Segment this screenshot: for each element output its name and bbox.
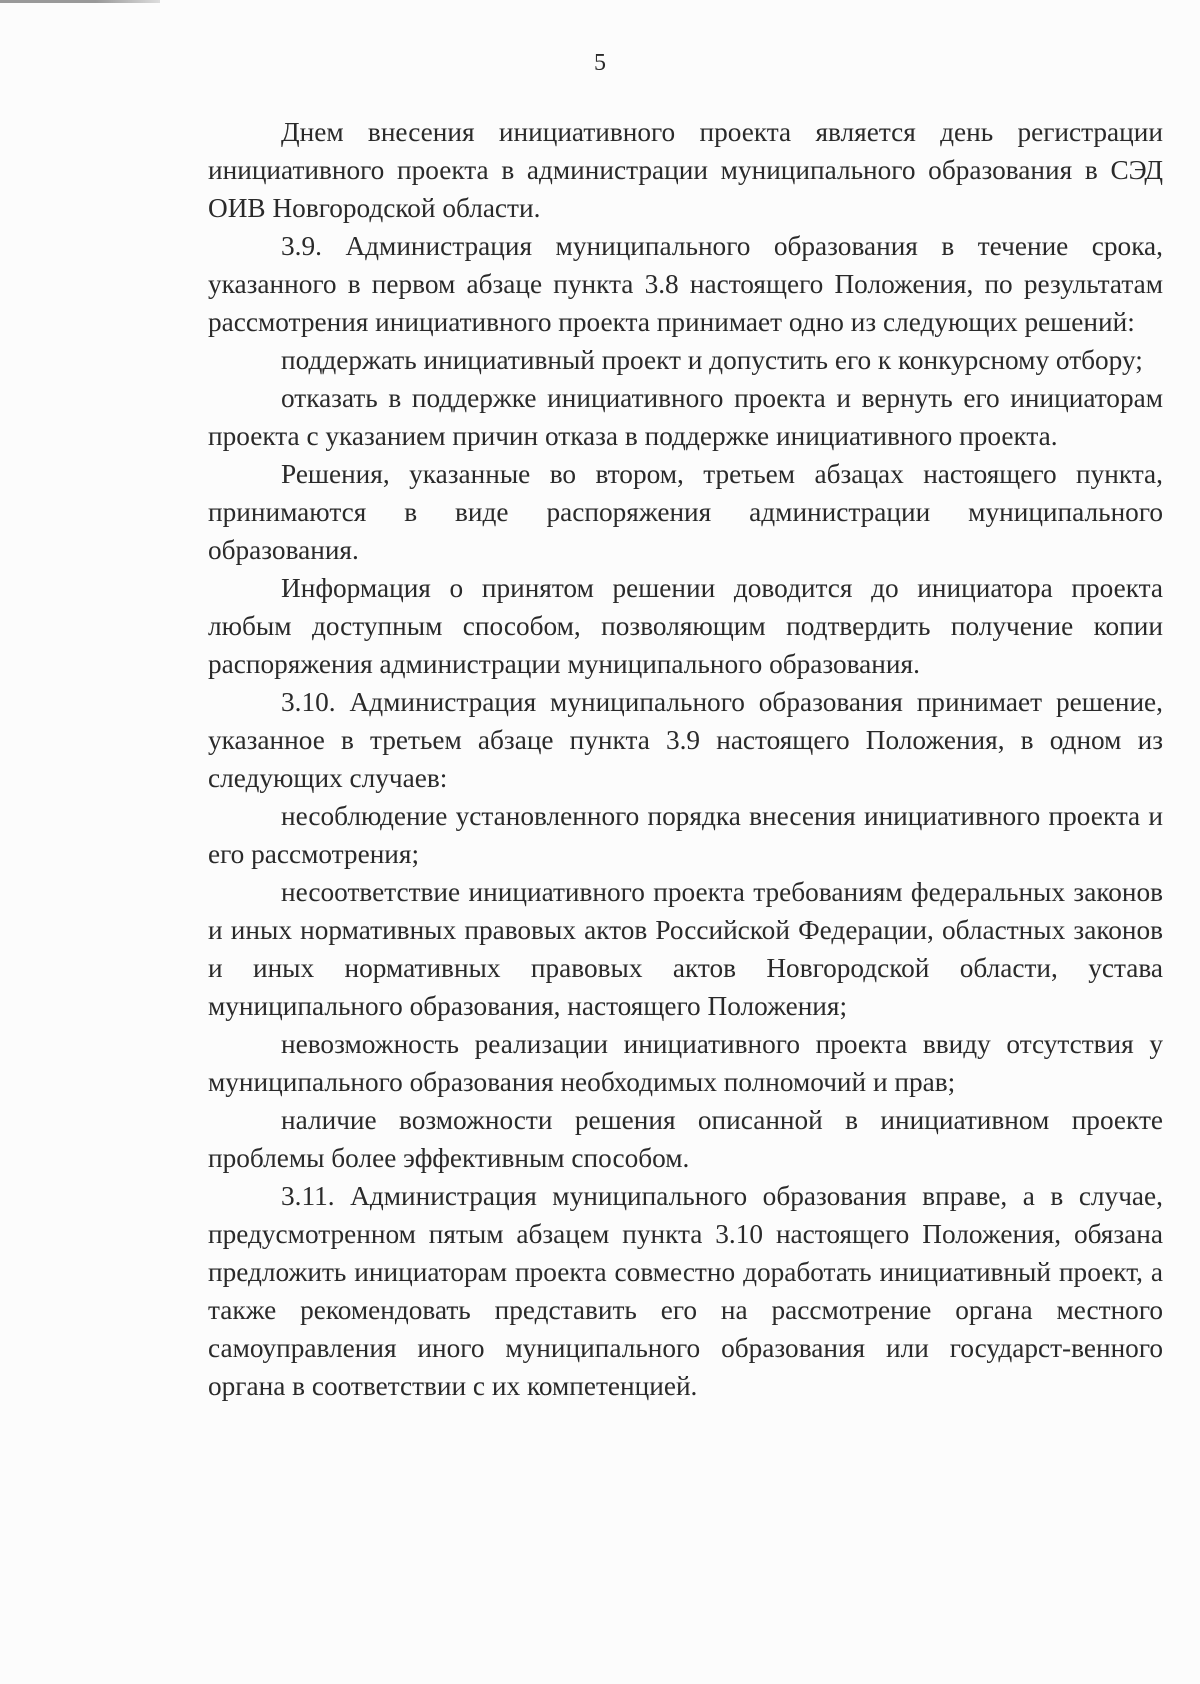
page-number: 5 <box>594 50 606 76</box>
paragraph-decisions-form: Решения, указанные во втором, третьем абзацах настоящего пункта, принимаются в виде распоряжения администрации муниципального образования. <box>208 459 1163 565</box>
paragraph-3-9: 3.9. Администрация муниципального образования в течение срока, указанного в первом абзаце пункта 3.8 настоящего Положения, по результатам рассмотрения инициативного проекта принимает одно из следующих решений: <box>208 231 1163 337</box>
paragraph-case-noncompliance: несоответствие инициативного проекта требованиям федеральных законов и иных нормативных правовых актов Российской Федерации, областных законов и иных нормативных правовых актов Новгородской области, устава муниципального образования, настоящего Положения; <box>208 877 1163 1021</box>
document-body <box>208 113 1163 1405</box>
paragraph-information: Информация о принятом решении доводится до инициатора проекта любым доступным способом, позволяющим подтвердить получение копии распоряжения администрации муниципального образования. <box>208 573 1163 679</box>
scan-edge-mark <box>0 0 160 3</box>
paragraph-case-procedure: несоблюдение установленного порядка внесения инициативного проекта и его рассмотрения; <box>208 801 1163 869</box>
paragraph-case-impossibility: невозможность реализации инициативного проекта ввиду отсутствия у муниципального образования необходимых полномочий и прав; <box>208 1029 1163 1097</box>
paragraph-3-11: 3.11. Администрация муниципального образования вправе, а в случае, предусмотренном пятым абзацем пункта 3.10 настоящего Положения, обязана предложить инициаторам проекта совместно доработать инициативный проект, а также рекомендовать представить его на рассмотрение органа местного самоуправления иного муниципального образования или государст-венного органа в соответствии с их компетенцией. <box>208 1181 1163 1401</box>
paragraph-decision-refuse: отказать в поддержке инициативного проекта и вернуть его инициаторам проекта с указанием причин отказа в поддержке инициативного проекта. <box>208 383 1163 451</box>
paragraph-decision-support: поддержать инициативный проект и допустить его к конкурсному отбору; <box>281 345 1143 375</box>
paragraph-case-alternative: наличие возможности решения описанной в инициативном проекте проблемы более эффективным способом. <box>208 1105 1163 1173</box>
paragraph-registration-day: Днем внесения инициативного проекта является день регистрации инициативного проекта в администрации муниципального образования в СЭД ОИВ Новгородской области. <box>208 117 1163 223</box>
paragraph-3-10: 3.10. Администрация муниципального образования принимает решение, указанное в третьем абзаце пункта 3.9 настоящего Положения, в одном из следующих случаев: <box>208 687 1163 793</box>
